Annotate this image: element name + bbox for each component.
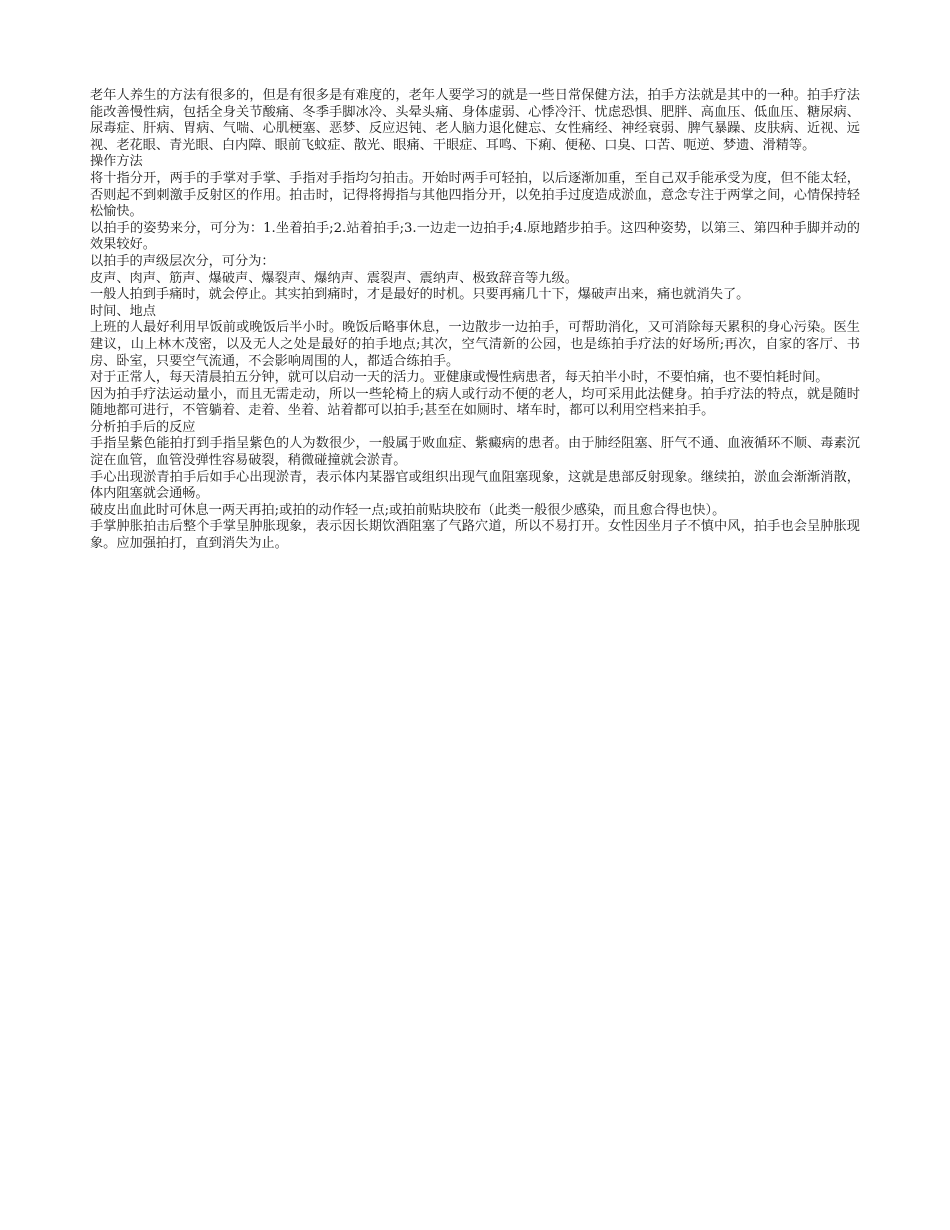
intro-paragraph: 老年人养生的方法有很多的，但是有很多是有难度的，老年人要学习的就是一些日常保健方法，拍手方法就是其中的一种。拍手疗法能改善慢性病，包括全身关节酸痛、冬季手脚冰冷、头晕头痛、身体虚弱、心悸冷汗、忧虑恐惧、肥胖、高血压、低血压、糖尿病、尿毒症、肝病、胃病、气喘、心肌梗塞、恶梦、反应迟钝、老人脑力退化健忘、女性痛经、神经衰弱、脾气暴躁、皮肤病、近视、远视、老花眼、青光眼、白内障、眼前飞蚊症、散光、眼痛、干眼症、耳鸣、下痢、便秘、口臭、口苦、呃逆、梦遗、滑精等。 xyxy=(90,88,860,153)
method-paragraph: 将十指分开，两手的手掌对手掌、手指对手指均匀拍击。开始时两手可轻拍，以后逐渐加重，至自己双手能承受为度，但不能太轻，否则起不到刺激手反射区的作用。拍击时，记得将拇指与其他四指分开，以免拍手过度造成淤血，意念专注于两掌之间，心情保持轻松愉快。 xyxy=(90,170,860,220)
daily-routine-paragraph: 对于正常人，每天清晨拍五分钟，就可以启动一天的活力。亚健康或慢性病患者，每天拍半小时，不要怕痛，也不要怕耗时间。 xyxy=(90,370,829,386)
pain-paragraph: 一般人拍到手痛时，就会停止。其实拍到痛时，才是最好的时机。只要再痛几十下，爆破声出来，痛也就消失了。 xyxy=(90,287,750,303)
time-place-paragraph: 上班的人最好利用早饭前或晚饭后半小时。晚饭后略事休息，一边散步一边拍手，可帮助消化，又可消除每天累积的身心污染。医生建议，山上林木茂密，以及无人之处是最好的拍手地点;其次，空气清新的公园，也是练拍手疗法的好场所;再次，自家的客厅、书房、卧室，只要空气流通，不会影响周围的人，都适合练拍手。 xyxy=(90,320,860,369)
section-heading-reactions: 分析拍手后的反应 xyxy=(90,419,196,435)
posture-paragraph: 以拍手的姿势来分，可分为：1.坐着拍手;2.站着拍手;3.一边走一边拍手;4.原地踏步拍手。这四种姿势，以第三、第四种手脚并动的效果较好。 xyxy=(90,220,860,253)
sound-level-intro: 以拍手的声级层次分，可分为： xyxy=(90,253,275,269)
sound-level-list: 皮声、肉声、筋声、爆破声、爆裂声、爆纳声、震裂声、震纳声、极致辞音等九级。 xyxy=(90,270,578,286)
accessibility-paragraph: 因为拍手疗法运动量小，而且无需走动，所以一些轮椅上的病人或行动不便的老人，均可采用此法健身。拍手疗法的特点，就是随时随地都可进行，不管躺着、走着、坐着、站着都可以拍手;甚至在如厕时、堵车时，都可以利用空档来拍手。 xyxy=(90,386,860,419)
document-body xyxy=(90,88,860,553)
section-heading-method: 操作方法 xyxy=(90,154,143,170)
reaction-broken-skin: 破皮出血此时可休息一两天再拍;或拍的动作轻一点;或拍前贴块胶布（此类一般很少感染，而且愈合得也快）。 xyxy=(90,502,726,518)
reaction-purple-fingers: 手指呈紫色能拍打到手指呈紫色的人为数很少，一般属于败血症、紫癜病的患者。由于肺经阻塞、肝气不通、血液循环不顺、毒素沉淀在血管，血管没弹性容易破裂，稍微碰撞就会淤青。 xyxy=(90,436,860,469)
section-heading-time-place: 时间、地点 xyxy=(90,303,156,319)
reaction-swelling: 手掌肿胀拍击后整个手掌呈肿胀现象，表示因长期饮酒阻塞了气路穴道，所以不易打开。女性因坐月子不慎中风，拍手也会呈肿胀现象。应加强拍打，直到消失为止。 xyxy=(90,519,860,552)
reaction-palm-bruise: 手心出现淤青拍手后如手心出现淤青，表示体内某器官或组织出现气血阻塞现象，这就是患部反射现象。继续拍，淤血会渐渐消散，体内阻塞就会通畅。 xyxy=(90,469,860,502)
